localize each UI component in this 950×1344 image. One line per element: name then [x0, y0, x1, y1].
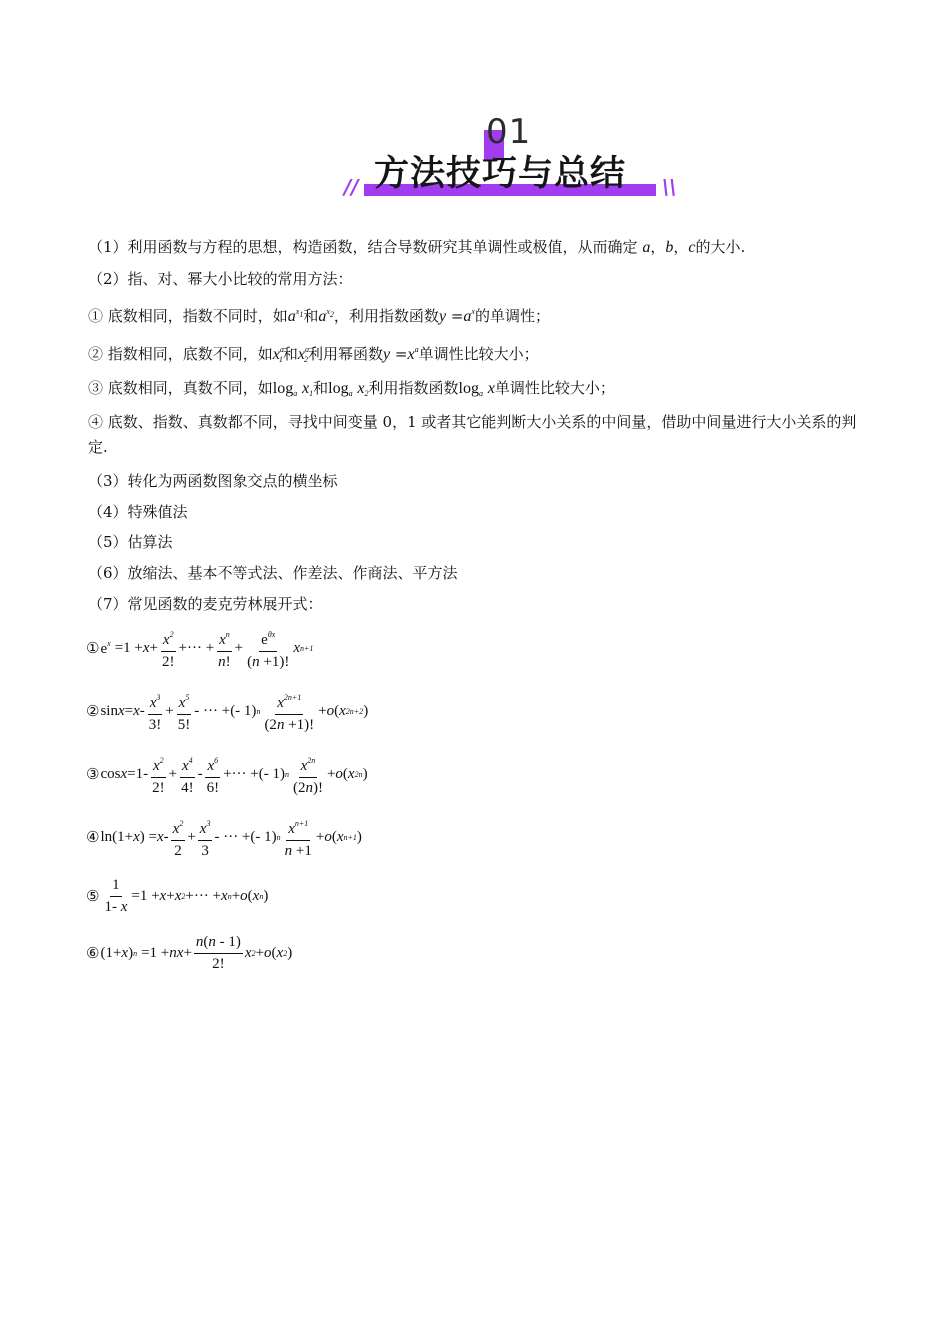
formula-binomial: ⑥ (1+ x ) n =1 + nx + $\frac{n(n - 1)}{2!}$ x 2 + o ( x 2 )	[86, 933, 293, 972]
formula-geometric: ⑤ $\frac{1}{1- x}$ =1 + x + x 2 +··· + x n + o ( x n )	[86, 876, 269, 915]
method-2: ② 指数相同，底数不同，如$x^a_1$和$x^a_2$利用幂函数$y =x^a$单调性比较大小；	[88, 345, 539, 364]
item-7: （7）常见函数的麦克劳林展开式：	[88, 595, 323, 613]
item-5: （5）估算法	[88, 533, 173, 551]
method-4: ④ 底数、指数、真数都不同，寻找中间变量 0，1 或者其它能判断大小关系的中间量，借助中间量进行大小关系的判定.	[88, 413, 857, 456]
item-1: （1）利用函数与方程的思想，构造函数，结合导数研究其单调性或极值，从而确定 a，b，c的大小.	[88, 238, 746, 256]
section-number: 01	[486, 112, 532, 152]
item-6: （6）放缩法、基本不等式法、作差法、作商法、平方法	[88, 564, 458, 582]
section-title: 方法技巧与总结	[374, 154, 627, 194]
formula-sin: ② sin x = x - $\frac{x^3}{3!}$ + $\frac{x^5}{5!}$ - ··· +(- 1) n $\frac{x^{2n+1}}{(2n +1)!}$ + o ( x 2n+2 )	[86, 686, 368, 736]
formula-exp: ① $e^x$ =1 + x + $\frac{x^2}{2!}$ +··· + $\frac{x^n}{n!}$ + $\frac{e^{\theta x}}{(n +1)!}$ x n+1	[86, 623, 313, 673]
item-3: （3）转化为两函数图象交点的横坐标	[88, 472, 338, 490]
method-3: ③ 底数相同，真数不同，如$\log_a x_1$和$\log_a x_2$利用指数函数$\log_a x$单调性比较大小；	[88, 379, 615, 398]
item-2: （2）指、对、幂大小比较的常用方法：	[88, 270, 353, 288]
method-1: ① 底数相同，指数不同时，如$a^{x_1}$和$a^{x_2}$，利用指数函数$y =a^x$的单调性；	[88, 307, 550, 325]
left-slash-decoration: //	[344, 175, 359, 199]
right-slash-decoration: \\	[662, 175, 677, 199]
item-4: （4）特殊值法	[88, 503, 188, 521]
formula-ln: ④ ln(1+ x ) = x - $\frac{x^2}{2}$ + $\frac{x^3}{3}$ - ··· +(- 1) n $\frac{x^{n+1}}{n +1}$ + o ( x n+1 )	[86, 812, 362, 862]
section-header	[340, 112, 680, 202]
formula-cos: ③ cos x =1- $\frac{x^2}{2!}$ + $\frac{x^4}{4!}$ - $\frac{x^6}{6!}$ +··· +(- 1) n $\frac{x^{2n}}{(2n)!}$ + o ( x 2n )	[86, 749, 368, 799]
